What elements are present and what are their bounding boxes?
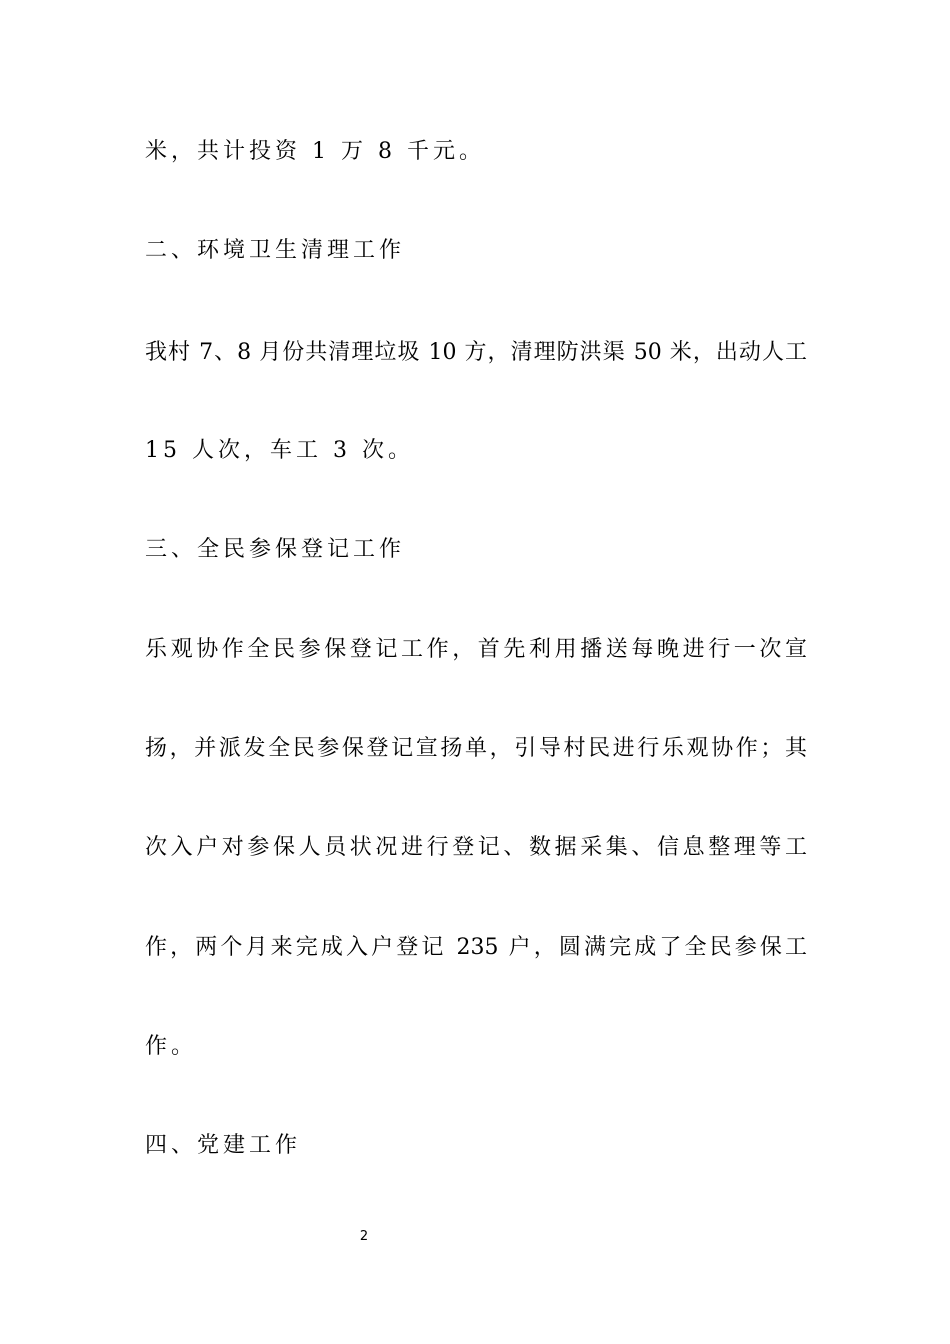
paragraph-line-insurance-4: 作，两个月来完成入户登记 235 户，圆满完成了全民参保工 <box>145 935 807 960</box>
section-heading-party-building: 四、党建工作 <box>145 1133 302 1158</box>
section-heading-insurance: 三、全民参保登记工作 <box>145 537 406 562</box>
page-number: 2 <box>359 1229 369 1244</box>
paragraph-line-continuation: 米，共计投资 1 万 8 千元。 <box>145 139 485 164</box>
paragraph-line-sanitation-2: 15 人次，车工 3 次。 <box>145 438 414 463</box>
paragraph-line-insurance-2: 扬，并派发全民参保登记宣扬单，引导村民进行乐观协作；其 <box>145 736 807 761</box>
paragraph-line-insurance-3: 次入户对参保人员状况进行登记、数据采集、信息整理等工 <box>145 835 807 860</box>
section-heading-sanitation: 二、环境卫生清理工作 <box>145 238 406 263</box>
paragraph-line-sanitation-1: 我村 7、8 月份共清理垃圾 10 方，清理防洪渠 50 米，出动人工 <box>145 340 807 365</box>
paragraph-line-insurance-1: 乐观协作全民参保登记工作，首先利用播送每晚进行一次宣 <box>145 637 807 662</box>
paragraph-line-insurance-5: 作。 <box>145 1034 198 1059</box>
